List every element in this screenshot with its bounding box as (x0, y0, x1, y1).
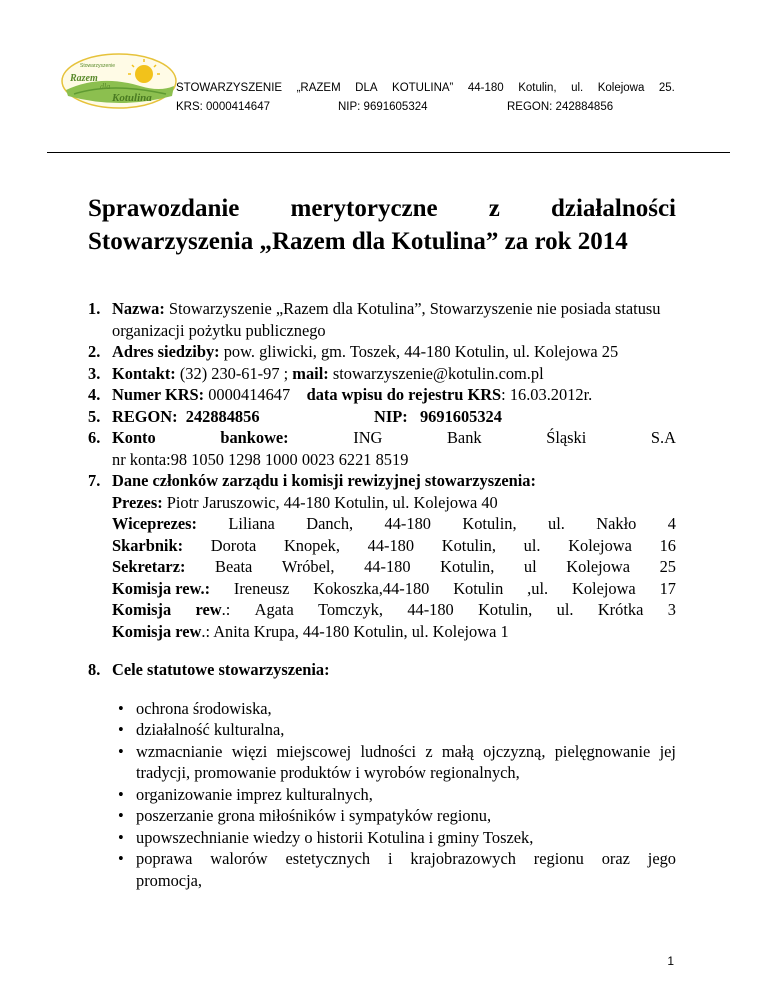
role-text: .: Anita Krupa, 44-180 Kotulin, ul. Kolejowa 1 (201, 621, 509, 641)
row-word: ul (523, 557, 537, 576)
item-label: Numer KRS: (112, 385, 205, 404)
item-label: data wpisu do rejestru KRS (306, 385, 502, 404)
header-word: „RAZEM (296, 82, 341, 94)
row-word: 44-180 (384, 514, 431, 533)
header-regon: REGON: 242884856 (507, 101, 614, 113)
list-item (88, 384, 676, 406)
row-word: Kotulin, (440, 557, 495, 576)
row-word: Tomczyk, (318, 600, 383, 619)
row-word: Kolejowa (571, 578, 636, 598)
role-label: Prezes: (112, 492, 163, 512)
goals-list (88, 698, 676, 892)
list-item (88, 659, 676, 681)
item-number: 6. (88, 428, 101, 447)
report-body (88, 298, 676, 891)
row-word: ul. (548, 514, 565, 533)
association-logo (60, 52, 178, 110)
role-text: Piotr Jaruszowic, 44-180 Kotulin, ul. Kolejowa 40 (162, 492, 498, 512)
board-row (112, 535, 676, 557)
item-word: Bank (447, 428, 482, 447)
item-text: (32) 230-61-97 ; (175, 363, 293, 383)
role-label: Skarbnik: (112, 535, 184, 555)
list-item (88, 427, 676, 470)
row-word: Nakło (596, 514, 637, 533)
row-word: 17 (659, 578, 676, 598)
item-text: pow. gliwicki, gm. Toszek, 44-180 Kotulin, ul. Kolejowa 25 (219, 342, 619, 361)
item-label: Cele statutowe stowarzyszenia: (112, 660, 330, 679)
row-word: Kolejowa (568, 535, 632, 555)
list-item (88, 406, 676, 428)
header-krs: KRS: 0000414647 (176, 101, 270, 113)
title-line-2: Stowarzyszenia „Razem dla Kotulina” za rok 2014 (88, 228, 628, 255)
regon-text: REGON: 242884856 (112, 406, 260, 426)
item-word: S.A (650, 428, 676, 447)
row-word: Kotulin, (462, 514, 517, 533)
header-word: STOWARZYSZENIE (176, 82, 283, 94)
page-number: 1 (667, 954, 674, 968)
board-row (112, 578, 676, 600)
item-word: Konto (112, 428, 156, 447)
header-nip: NIP: 9691605324 (338, 101, 428, 113)
board-row (112, 556, 676, 578)
list-item (88, 470, 676, 642)
row-word: Liliana (228, 514, 275, 533)
title-word: merytoryczne (290, 195, 438, 222)
role-label: rew (195, 600, 222, 619)
header-word: DLA (355, 82, 378, 94)
item-number: 8. (88, 660, 101, 679)
list-item (88, 298, 676, 341)
row-word: Krótka (597, 600, 644, 619)
row-word: Kokoszka,44-180 (313, 578, 430, 598)
row-word: Agata (254, 600, 294, 619)
goal-item: • działalność kulturalna, (112, 719, 676, 741)
row-word: 4 (667, 514, 676, 533)
row-word: 25 (659, 557, 676, 576)
role-label: Komisja (112, 600, 172, 619)
header-word: ul. (571, 82, 584, 94)
header-word: KOTULINA” (392, 82, 454, 94)
title-word: Sprawozdanie (88, 195, 240, 222)
item-label: mail: (292, 363, 329, 383)
row-word: Beata (215, 557, 253, 576)
item-label: Dane członków zarządu i komisji rewizyjnej stowarzyszenia: (112, 471, 536, 490)
item-label: Adres siedziby: (112, 342, 220, 361)
logo-text-razem: Razem (70, 73, 98, 84)
header-divider (47, 152, 730, 153)
account-number: nr konta:98 1050 1298 1000 0023 6221 8519 (112, 449, 409, 469)
item-number: 3. (88, 363, 101, 383)
item-word: ING (353, 428, 383, 447)
item-text: Stowarzyszenie „Razem dla Kotulina”, Stowarzyszenie nie posiada statusu organizacji pożytku publicznego (112, 299, 661, 340)
logo-text-dla: dla (100, 82, 111, 91)
row-word: 16 (659, 535, 676, 555)
row-word: Kolejowa (566, 557, 630, 576)
email-text: stowarzyszenie@kotulin.com.pl (328, 363, 544, 383)
nip-text: NIP: 9691605324 (374, 406, 502, 426)
row-word: .: (221, 600, 231, 619)
item-number: 5. (88, 406, 101, 426)
role-label: Komisja rew.: (112, 578, 211, 598)
header-word: 44-180 (467, 82, 504, 94)
goal-item: • ochrona środowiska, (112, 698, 676, 720)
document-title (88, 192, 676, 258)
row-word: Kotulin, (441, 535, 496, 555)
row-word: Wróbel, (281, 557, 335, 576)
item-number: 4. (88, 385, 101, 404)
goal-item: • organizowanie imprez kulturalnych, (112, 784, 676, 806)
item-word: bankowe: (220, 428, 289, 447)
item-text: 0000414647 (204, 385, 291, 404)
row-word: ul. (523, 535, 541, 555)
logo-text-kotulina: Kotulina (112, 92, 152, 104)
role-label: Wiceprezes: (112, 514, 197, 533)
board-row (112, 599, 676, 621)
goal-item: • poszerzanie grona miłośników i sympatyków regionu, (112, 805, 676, 827)
item-label: Nazwa: (112, 299, 165, 318)
row-word: ,ul. (527, 578, 549, 598)
role-label: Sekretarz: (112, 557, 186, 576)
role-label: Komisja rew (112, 621, 202, 641)
board-row (112, 513, 676, 535)
row-word: Ireneusz (233, 578, 290, 598)
item-number: 1. (88, 299, 101, 318)
item-label: Kontakt: (112, 363, 176, 383)
header-word: 25. (658, 82, 675, 94)
header-address-line (176, 82, 675, 94)
row-word: 44-180 (407, 600, 454, 619)
header-word: Kotulin, (518, 82, 557, 94)
row-word: 44-180 (364, 557, 411, 576)
row-word: Danch, (306, 514, 354, 533)
row-word: ul. (556, 600, 574, 619)
row-word: 3 (667, 600, 676, 619)
list-item (88, 363, 676, 385)
item-number: 2. (88, 342, 101, 361)
header-word: Kolejowa (597, 82, 645, 94)
goal-item: • upowszechnianie wiedzy o historii Kotulina i gminy Toszek, (112, 827, 676, 849)
row-word: Kotulin, (478, 600, 533, 619)
logo-small-text: Stowarzyszenie (80, 63, 116, 69)
row-word: Knopek, (283, 535, 340, 555)
list-item (88, 341, 676, 363)
row-word: Kotulin (453, 578, 504, 598)
goal-item: • wzmacnianie więzi miejscowej ludności z małą ojczyzną, pielęgnowanie jej tradycji, promowanie produktów i wyrobów regionalnych, (112, 741, 676, 784)
item-number: 7. (88, 471, 101, 490)
title-word: z (488, 195, 500, 222)
title-word: działalności (550, 195, 676, 222)
item-word: Śląski (546, 428, 587, 447)
row-word: Dorota (210, 535, 257, 555)
item-text: : 16.03.2012r. (501, 385, 593, 404)
row-word: 44-180 (367, 535, 415, 555)
goal-item: • poprawa walorów estetycznych i krajobrazowych regionu oraz jego promocja, (112, 848, 676, 891)
